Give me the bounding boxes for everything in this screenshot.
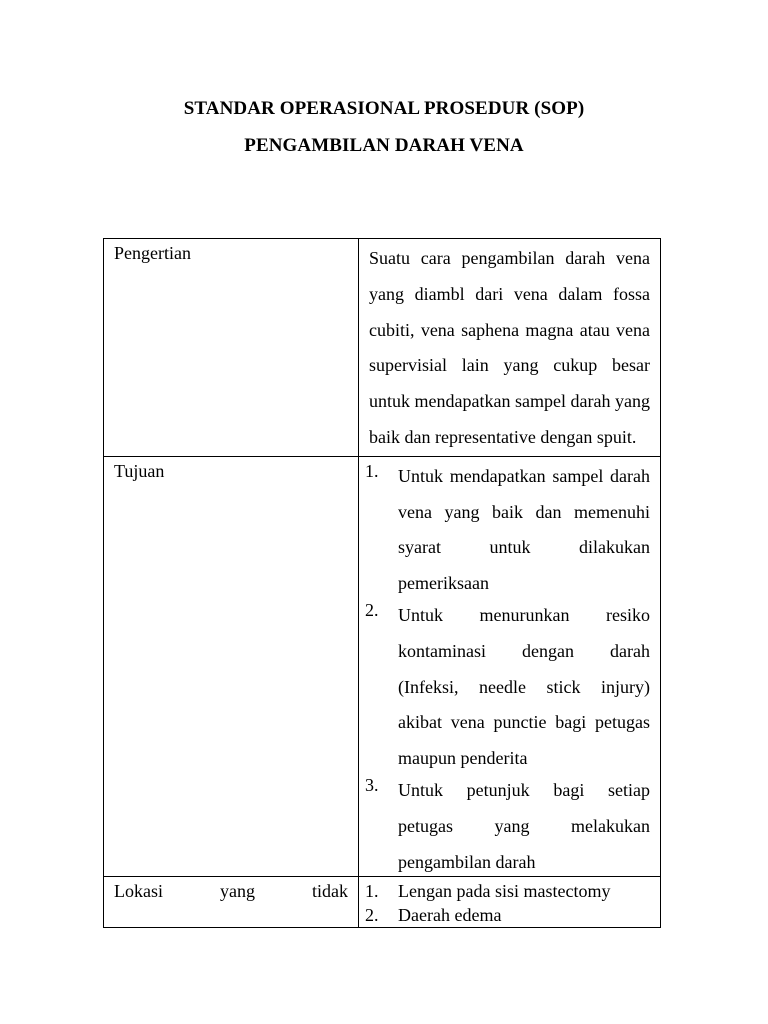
row-label-pengertian: Pengertian [114, 243, 191, 263]
list-item-text: Untuk mendapatkan sampel darah vena yang baik dan memenuhi syarat untuk dilakukan pemeriksaan [398, 465, 650, 594]
row-label-cell [104, 239, 359, 457]
list-number: 1. [365, 460, 379, 481]
row-label-lokasi: Lokasi yang tidak [114, 881, 348, 902]
lokasi-list [365, 879, 650, 927]
list-item-text: Daerah edema [398, 905, 502, 926]
sop-table [103, 238, 661, 928]
pengertian-text: Suatu cara pengambilan darah vena yang diambl dari vena dalam fossa cubiti, vena saphena magna atau vena supervisial lain yang cukup besar untuk mendapatkan sampel darah yang baik dan representative dengan spuit. [369, 248, 650, 447]
document-title: STANDAR OPERASIONAL PROSEDUR (SOP) [183, 98, 585, 119]
table-row-tujuan [104, 456, 661, 877]
list-item [365, 879, 650, 903]
row-content-cell [359, 239, 661, 457]
list-item [365, 598, 650, 777]
row-label-cell [104, 456, 359, 877]
list-number: 2. [365, 905, 379, 926]
row-label-cell [104, 877, 359, 928]
row-label-tujuan: Tujuan [114, 460, 165, 481]
list-item-text: Untuk menurunkan resiko kontaminasi dengan darah (Infeksi, needle stick injury) akibat vena punctie bagi petugas maupun penderita [398, 604, 650, 769]
document-subtitle: PENGAMBILAN DARAH VENA [244, 135, 524, 156]
table-row-pengertian [104, 239, 661, 457]
list-number: 1. [365, 881, 379, 902]
row-content-cell [359, 877, 661, 928]
list-item [365, 773, 650, 880]
row-content-cell [359, 456, 661, 877]
tujuan-list [365, 459, 650, 881]
list-item [365, 459, 650, 602]
list-item-text: Untuk petunjuk bagi setiap petugas yang melakukan pengambilan darah [398, 779, 650, 872]
list-number: 2. [365, 599, 379, 620]
list-number: 3. [365, 774, 379, 795]
table-row-lokasi [104, 877, 661, 928]
list-item [365, 903, 650, 927]
list-item-text: Lengan pada sisi mastectomy [398, 881, 611, 902]
